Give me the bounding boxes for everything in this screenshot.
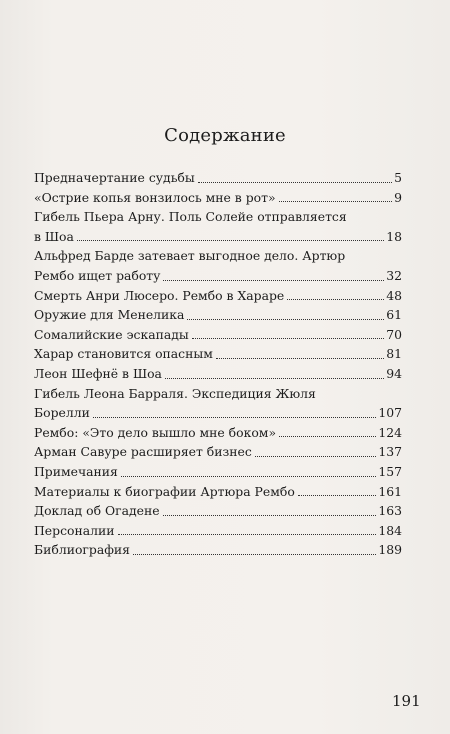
toc-entry-page: 5 <box>394 170 402 185</box>
toc-entry <box>34 442 402 462</box>
toc-entry-title: Предначертание судьбы <box>34 170 195 185</box>
toc-entry <box>34 521 402 541</box>
dot-leader <box>198 181 392 183</box>
toc-entry <box>34 501 402 521</box>
dot-leader <box>279 435 376 437</box>
toc-entry <box>34 168 402 188</box>
toc-entry-page: 94 <box>386 365 402 381</box>
toc-entry <box>34 384 402 423</box>
page-number: 191 <box>392 692 421 710</box>
toc-entry <box>34 305 402 325</box>
toc-entry-page: 137 <box>378 444 402 460</box>
toc-entry-title: Оружие для Менелика <box>34 307 185 323</box>
toc-entry-title: Харар становится опасным <box>34 346 213 362</box>
toc-entry <box>34 482 402 502</box>
dot-leader <box>93 416 377 418</box>
toc-entry-title: Доклад об Огадене <box>34 503 160 519</box>
dot-leader <box>121 475 376 477</box>
toc-entry-page: 189 <box>378 542 402 558</box>
toc-entry-page: 48 <box>386 287 402 303</box>
toc-entry-title-line1: Гибель Пьера Арну. Поль Солейе отправляется <box>34 209 347 225</box>
toc-entry-title: Рембо: «Это дело вышло мне боком» <box>34 424 277 440</box>
dot-leader <box>165 377 384 379</box>
dot-leader <box>287 298 384 300</box>
dot-leader <box>255 455 377 457</box>
dot-leader <box>298 494 377 496</box>
toc-entry <box>34 188 402 208</box>
toc-entry-page: 81 <box>386 346 402 362</box>
toc-entry-title: Сомалийские эскапады <box>34 326 189 342</box>
toc-entry-page: 70 <box>386 326 402 342</box>
toc-entry-page: 161 <box>378 483 402 499</box>
toc-entry-title: Арман Савуре расширяет бизнес <box>34 444 252 460</box>
toc-entry-page: 9 <box>394 189 402 205</box>
toc-entry-page: 18 <box>386 228 402 244</box>
toc-entry-title-line1: Альфред Барде затевает выгодное дело. Артюр <box>34 248 346 264</box>
toc-entry-page: 157 <box>378 463 402 479</box>
toc-entry-page: 124 <box>378 424 402 440</box>
toc-entry-title: Персоналии <box>34 522 115 538</box>
toc-entry-title: Библиография <box>34 542 130 558</box>
dot-leader <box>192 337 385 339</box>
toc-entry-title: в Шоа <box>34 228 74 244</box>
toc-entry-title: Примечания <box>34 463 118 479</box>
toc-entry <box>34 540 402 560</box>
toc-entry <box>34 246 402 285</box>
toc-entry <box>34 364 402 384</box>
dot-leader <box>187 318 384 320</box>
toc-entry-page: 61 <box>386 307 402 323</box>
dot-leader <box>216 357 384 359</box>
toc-entry-title-line1: Гибель Леона Барраля. Экспедиция Жюля <box>34 385 316 401</box>
toc-entry-page: 107 <box>378 405 402 421</box>
toc-entry <box>34 325 402 345</box>
toc-entry-title: Борелли <box>34 405 90 421</box>
toc-entry-title: «Острие копья вонзилось мне в рот» <box>34 189 276 205</box>
toc-entry <box>34 207 402 246</box>
toc-entry-title: Смерть Анри Люсеро. Рембо в Хараре <box>34 287 285 303</box>
toc-entry <box>34 423 402 443</box>
toc-entry-page: 32 <box>386 267 402 283</box>
page-title: Содержание <box>164 125 286 146</box>
toc-entry-page: 163 <box>378 503 402 519</box>
table-of-contents <box>34 168 402 560</box>
toc-entry <box>34 286 402 306</box>
dot-leader <box>163 514 377 516</box>
dot-leader <box>163 279 384 281</box>
dot-leader <box>279 200 393 202</box>
dot-leader <box>118 533 377 535</box>
toc-entry-page: 184 <box>378 522 402 538</box>
toc-entry-title: Рембо ищет работу <box>34 267 161 283</box>
toc-entry-title: Леон Шефнё в Шоа <box>34 365 162 381</box>
toc-entry <box>34 462 402 482</box>
dot-leader <box>77 239 384 241</box>
toc-entry-title: Материалы к биографии Артюра Рембо <box>34 483 295 499</box>
toc-entry <box>34 344 402 364</box>
dot-leader <box>133 553 376 555</box>
